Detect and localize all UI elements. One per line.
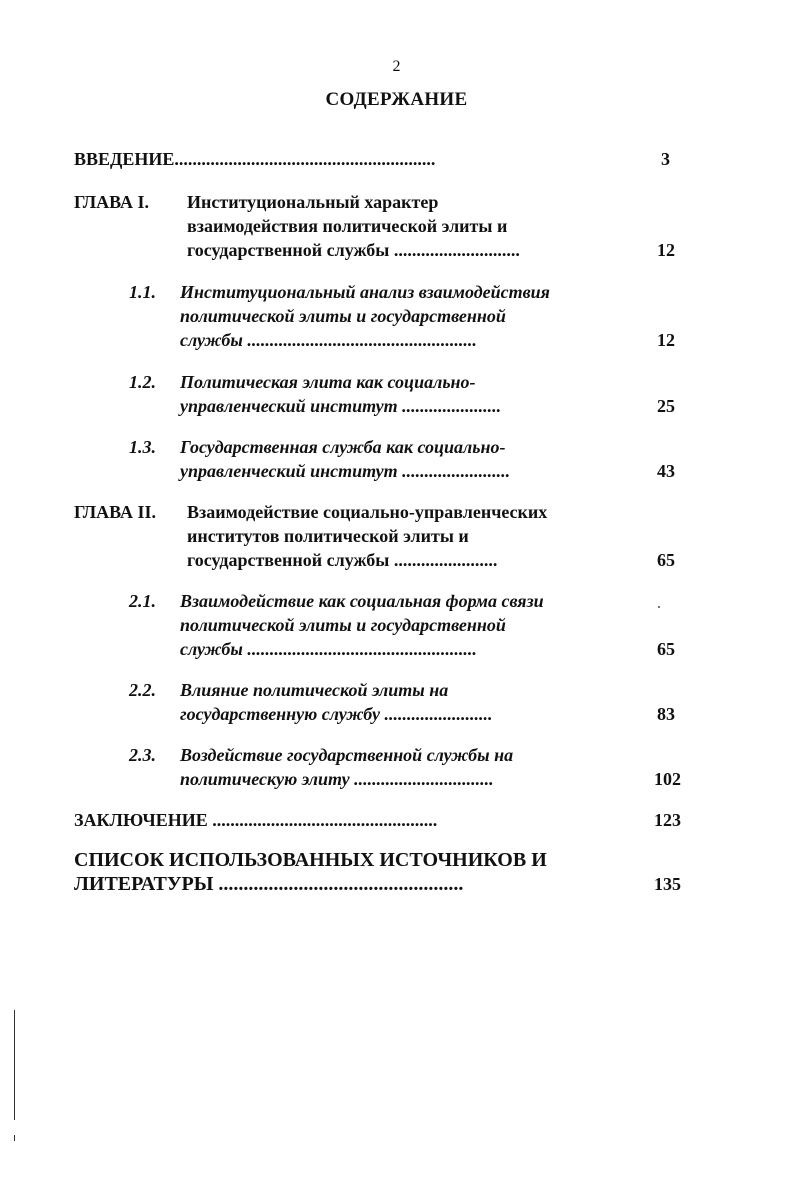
- chapter2-title-line: институтов политической элиты и: [187, 526, 469, 546]
- section-title-line: управленческий институт ........................: [180, 461, 511, 481]
- toc-sources-page: 135: [654, 874, 681, 894]
- toc-intro: ВВЕДЕНИЕ..........................................................: [74, 149, 436, 169]
- chapter1-title-line: государственной службы ............................: [187, 240, 520, 260]
- scan-edge-line: [14, 1010, 15, 1120]
- section-title-line: Институциональный анализ взаимодействия: [180, 282, 550, 302]
- page-number: 2: [392, 58, 401, 75]
- section-number: 1.3.: [129, 437, 156, 457]
- section-page: 25: [657, 396, 675, 416]
- section-title-line: политическую элиту ...............................: [180, 769, 494, 789]
- chapter2-label: ГЛАВА II.: [74, 502, 157, 522]
- section-page: 83: [657, 704, 675, 724]
- section-title-line: Взаимодействие как социальная форма связи: [180, 591, 544, 611]
- chapter2-page: 65: [657, 550, 675, 570]
- section-title-line: управленческий институт ......................: [180, 396, 502, 416]
- section-page: 102: [654, 769, 681, 789]
- section-title-line: политической элиты и государственной: [180, 306, 506, 326]
- section-page: 43: [657, 461, 675, 481]
- section-number: 2.2.: [129, 680, 156, 700]
- chapter1-title-line: взаимодействия политической элиты и: [187, 216, 508, 236]
- chapter1-page: 12: [657, 240, 675, 260]
- section-title-line: Воздействие государственной службы на: [180, 745, 514, 765]
- section-title-line: политической элиты и государственной: [180, 615, 506, 635]
- section-number: 2.3.: [129, 745, 156, 765]
- chapter1-title-line: Институциональный характер: [187, 192, 439, 212]
- toc-conclusion-page: 123: [654, 810, 681, 830]
- page-title: СОДЕРЖАНИЕ: [325, 89, 468, 110]
- section-title-line: Политическая элита как социально-: [180, 372, 476, 392]
- section-title-line: службы ...................................................: [180, 639, 477, 659]
- toc-sources-line: ЛИТЕРАТУРЫ .................................................: [74, 873, 464, 895]
- scan-speck: [658, 606, 660, 608]
- section-number: 2.1.: [129, 591, 156, 611]
- section-title-line: государственную службу ........................: [180, 704, 493, 724]
- section-number: 1.1.: [129, 282, 156, 302]
- scan-edge-mark: [14, 1135, 15, 1141]
- section-title-line: Государственная служба как социально-: [180, 437, 506, 457]
- toc-sources-line: СПИСОК ИСПОЛЬЗОВАННЫХ ИСТОЧНИКОВ И: [74, 849, 547, 871]
- toc-conclusion: ЗАКЛЮЧЕНИЕ ..................................................: [74, 810, 438, 830]
- chapter1-label: ГЛАВА I.: [74, 192, 150, 212]
- section-title-line: Влияние политической элиты на: [180, 680, 449, 700]
- toc-intro-page: 3: [661, 149, 670, 169]
- chapter2-title-line: государственной службы .......................: [187, 550, 498, 570]
- section-number: 1.2.: [129, 372, 156, 392]
- chapter2-title-line: Взаимодействие социально-управленческих: [187, 502, 548, 522]
- section-page: 12: [657, 330, 675, 350]
- section-title-line: службы ...................................................: [180, 330, 477, 350]
- section-page: 65: [657, 639, 675, 659]
